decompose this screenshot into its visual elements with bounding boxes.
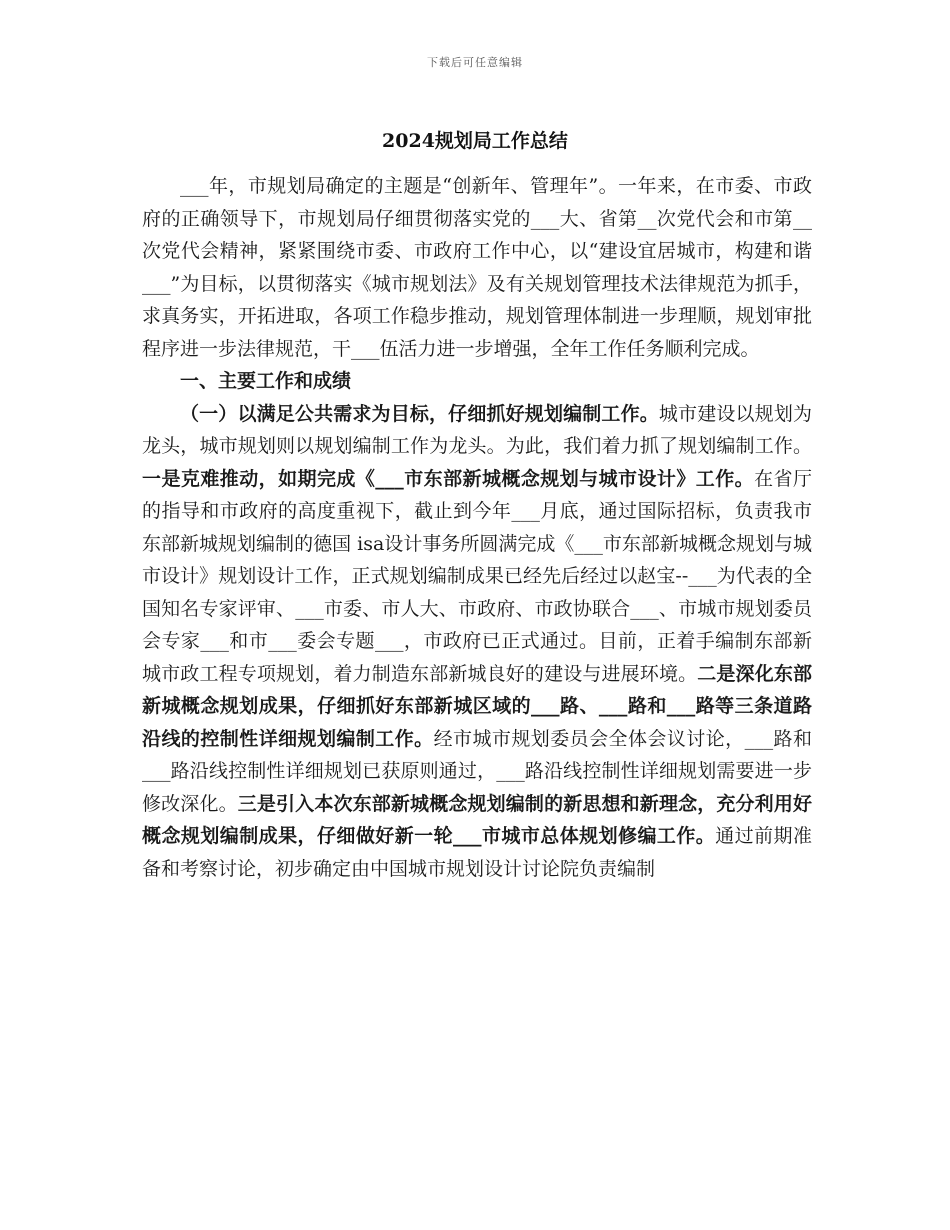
text-run-1: 城市建设以规划为龙头，城市规划则以规划编制工作为龙头。为此，我们着力抓了规划编制工作。 [142,402,812,457]
document-body [142,170,812,885]
bold-lead-4: 三是引入本次东部新城概念规划编制的新思想和新理念，充分利用好概念规划编制成果，仔细做好新一轮___市城市总体规划修编工作。 [142,792,812,847]
intro-paragraph: ___年，市规划局确定的主题是“创新年、管理年”。一年来，在市委、市政府的正确领导下，市规划局仔细贯彻落实党的___大、省第__次党代会和市第__次党代会精神，紧紧围绕市委、市政府工作中心，以“建设宜居城市，构建和谐___”为目标，以贯彻落实《城市规划法》及有关规划管理技术法律规范为抓手，求真务实，开拓进取，各项工作稳步推动，规划管理体制进一步理顺，规划审批程序进一步法律规范，干___伍活力进一步增强，全年工作任务顺利完成。 [142,175,812,360]
bold-lead-2: 一是克难推动，如期完成《___市东部新城概念规划与城市设计》工作。 [142,467,755,490]
text-run-2: 在省厅的指导和市政府的高度重视下，截止到今年___月底，通过国际招标，负责我市东部新城规划编制的德国 isa设计事务所圆满完成《___市东部新城概念规划与城市设计》规划设计工作，正式规划编制成果已经先后经过以赵宝--___为代表的全国知名专家评审、___市委、市人大、市政府、市政协联合___、市城市规划委员会专家___和市___委会专题___，市政府已正式通过。目前，正着手编制东部新城市政工程专项规划，着力制造东部新城良好的建设与进展环境。 [142,467,812,685]
document-title: 2024规划局工作总结 [382,130,568,152]
section-paragraph [142,398,812,886]
text-run-4: 通过前期准备和考察讨论，初步确定由中国城市规划设计讨论院负责编制 [142,825,812,880]
text-run-3: 经市城市规划委员会全体会议讨论，___路和___路沿线控制性详细规划已获原则通过，___路沿线控制性详细规划需要进一步修改深化。 [142,727,812,815]
bold-lead-3: 二是深化东部新城概念规划成果，仔细抓好东部新城区域的___路、___路和___路等三条道路沿线的控制性详细规划编制工作。 [142,662,812,750]
section-heading: 一、主要工作和成绩 [180,370,352,392]
page-header-note: 下载后可任意编辑 [427,56,523,69]
bold-lead-1: （一）以满足公共需求为目标，仔细抓好规划编制工作。 [180,402,659,425]
